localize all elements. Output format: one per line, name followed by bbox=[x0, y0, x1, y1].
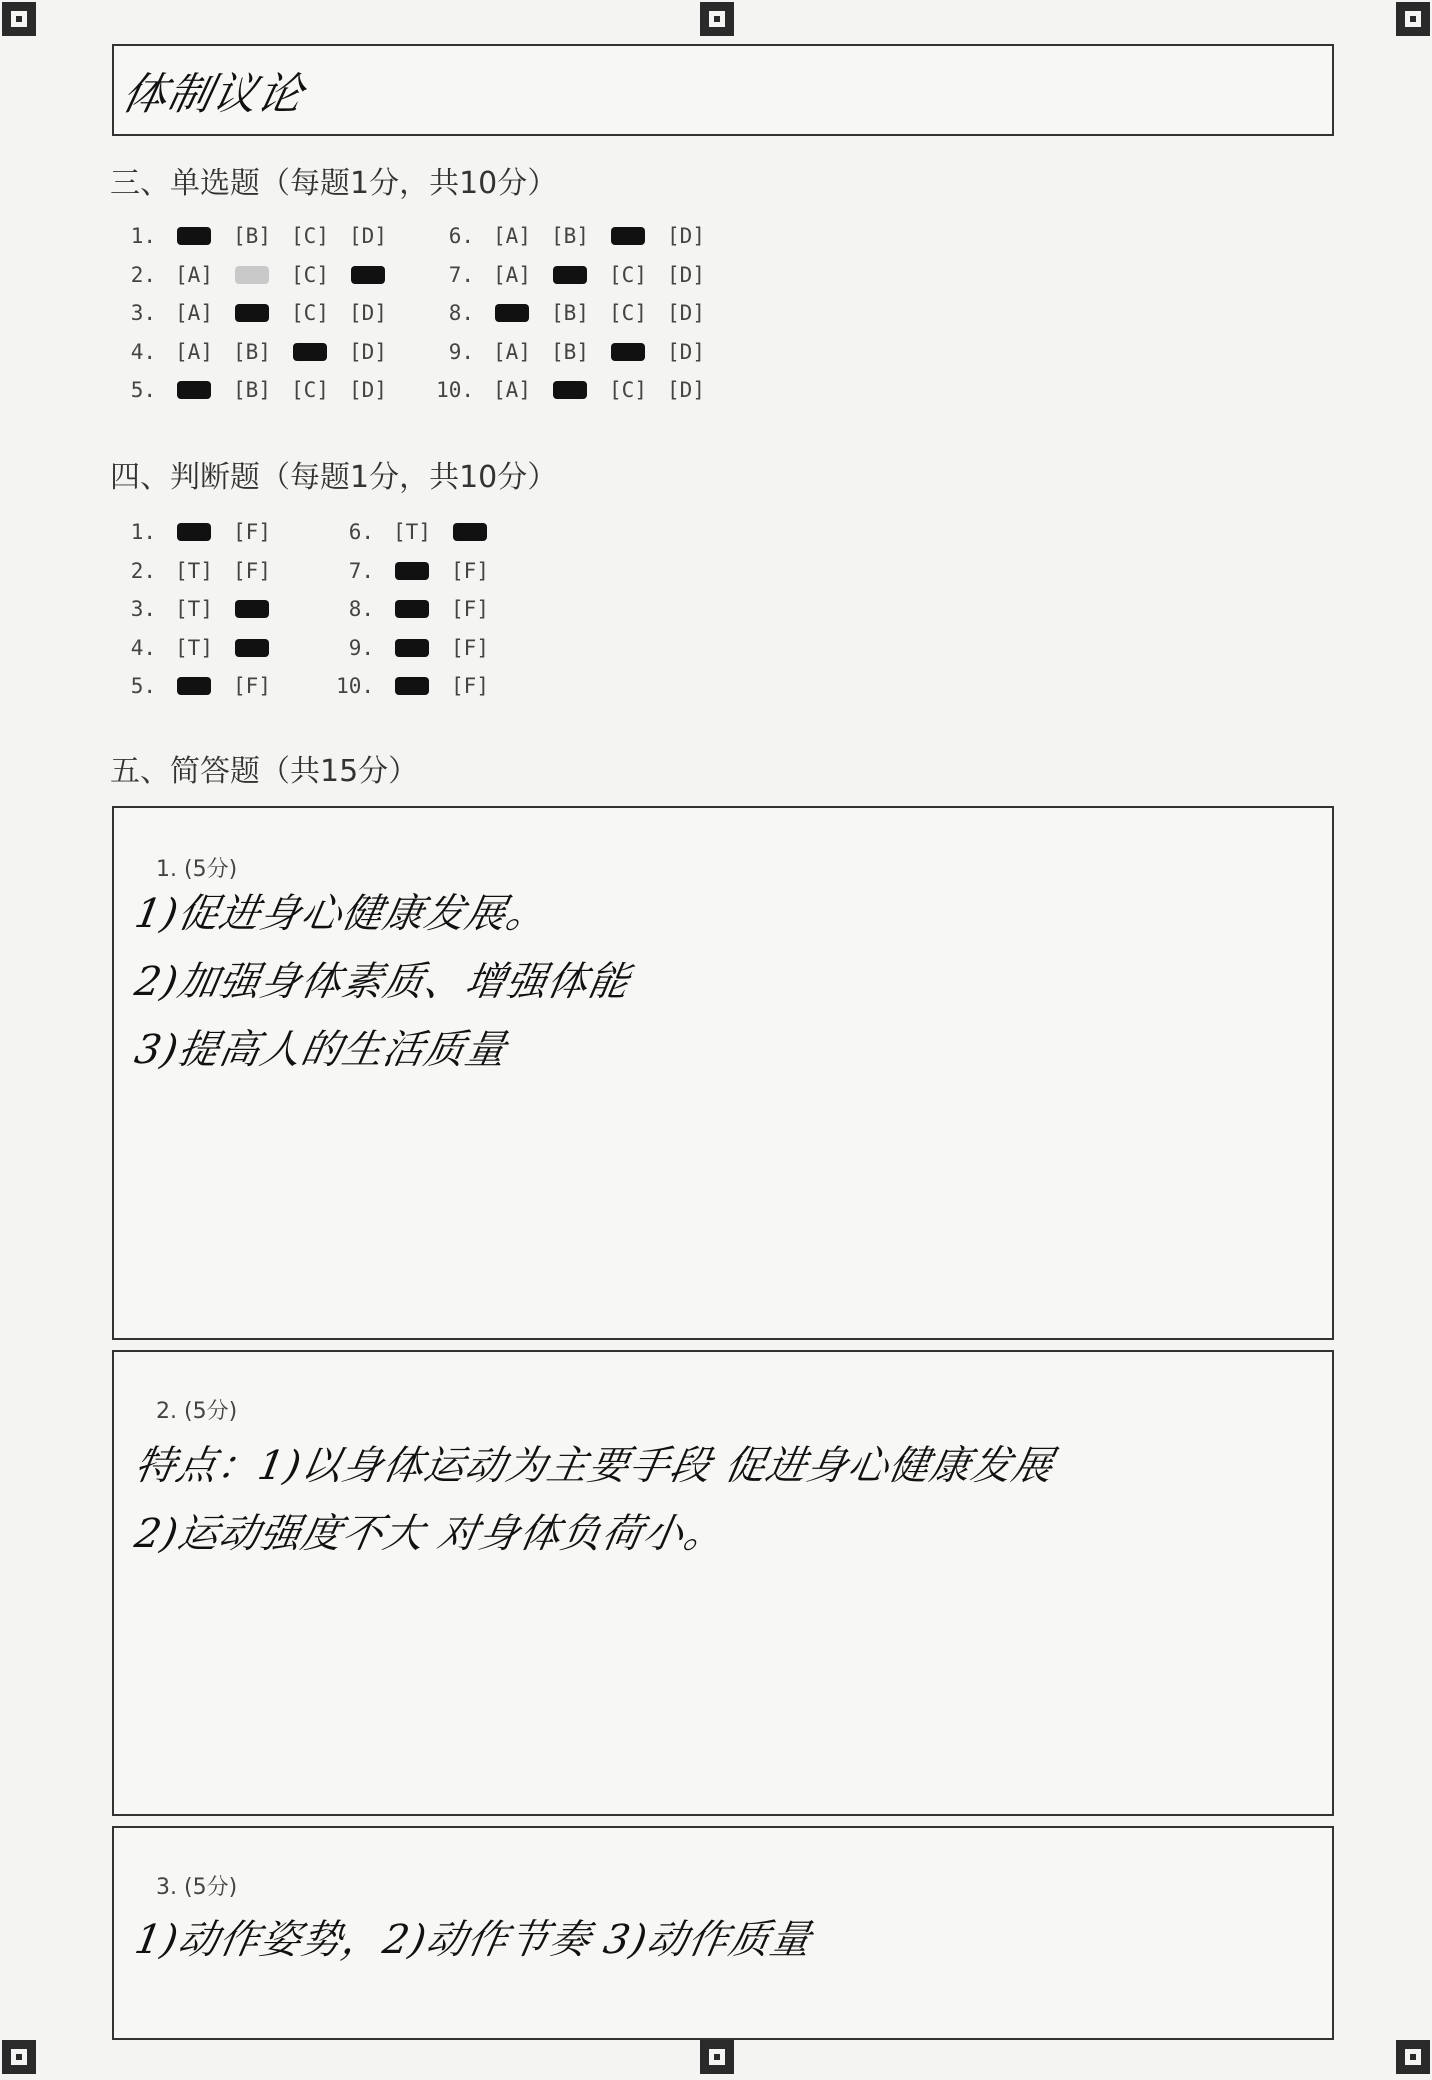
question-number: 4. bbox=[130, 635, 156, 660]
bubble-label: [C] bbox=[291, 378, 329, 402]
bubble-label: [D] bbox=[667, 224, 705, 248]
answer-bubble[interactable] bbox=[286, 224, 334, 248]
answer-bubble[interactable] bbox=[488, 378, 536, 402]
bubble-label: [F] bbox=[233, 520, 271, 544]
answer-bubble[interactable] bbox=[286, 263, 334, 287]
bubble-label: [F] bbox=[233, 674, 271, 698]
answer-row bbox=[112, 520, 271, 548]
bubble-label: [B] bbox=[233, 224, 271, 248]
question-number: 5. bbox=[130, 674, 156, 698]
answer-bubble[interactable] bbox=[488, 224, 536, 248]
question-number: 10. bbox=[436, 378, 474, 402]
bubble-label: [T] bbox=[393, 520, 431, 544]
section5-title: 五、简答题（共15分） bbox=[110, 754, 419, 789]
bubble-label: [T] bbox=[175, 558, 213, 583]
bubble-label: [D] bbox=[667, 262, 705, 287]
answer-1-line-1: 1)促进身心健康发展。 bbox=[131, 891, 552, 937]
question-number: 2. bbox=[130, 262, 156, 287]
answer-bubble[interactable] bbox=[228, 378, 276, 402]
registration-marker-bottom-left bbox=[2, 2040, 36, 2074]
answer-bubble[interactable] bbox=[446, 674, 494, 698]
bubble-label: [A] bbox=[175, 262, 213, 287]
answer-1-label: 1. (5分) bbox=[156, 857, 238, 882]
bubble-label: [D] bbox=[349, 339, 387, 364]
answer-bubble[interactable] bbox=[228, 674, 276, 698]
question-number: 2. bbox=[130, 558, 156, 583]
answer-bubble[interactable] bbox=[388, 559, 436, 583]
answer-row bbox=[112, 378, 387, 406]
answer-row bbox=[430, 224, 705, 252]
bubble-label: [T] bbox=[175, 635, 213, 660]
answer-row bbox=[330, 674, 489, 702]
answer-bubble[interactable] bbox=[546, 340, 594, 364]
bubble-label: [F] bbox=[233, 558, 271, 583]
answer-1-line-3: 3)提高人的生活质量 bbox=[131, 1027, 511, 1073]
bubble-label: [A] bbox=[175, 339, 213, 364]
answer-2-line-1: 特点：1)以身体运动为主要手段 促进身心健康发展 bbox=[131, 1443, 1058, 1489]
answer-bubble[interactable] bbox=[344, 378, 392, 402]
answer-3-line-1: 1)动作姿势，2)动作节奏 3)动作质量 bbox=[131, 1917, 816, 1963]
answer-bubble[interactable] bbox=[170, 224, 218, 248]
answer-row bbox=[112, 635, 213, 664]
answer-bubble[interactable] bbox=[604, 224, 652, 248]
answer-row bbox=[112, 558, 271, 587]
answer-bubble[interactable] bbox=[388, 520, 436, 544]
answer-bubble[interactable] bbox=[170, 559, 218, 583]
bubble-label: [F] bbox=[451, 674, 489, 698]
answer-bubble[interactable] bbox=[344, 340, 392, 364]
answer-bubble[interactable] bbox=[604, 301, 652, 325]
registration-marker-top-left bbox=[2, 2, 36, 36]
answer-bubble[interactable] bbox=[446, 597, 494, 621]
bubble-label: [F] bbox=[451, 558, 489, 583]
question-number: 7. bbox=[448, 262, 474, 287]
answer-bubble[interactable] bbox=[604, 340, 652, 364]
answer-bubble[interactable] bbox=[488, 340, 536, 364]
question-number: 1. bbox=[130, 520, 156, 544]
bubble-label: [D] bbox=[667, 301, 705, 325]
answer-bubble[interactable] bbox=[228, 301, 276, 325]
bubble-label: [A] bbox=[493, 339, 531, 364]
bubble-label: [D] bbox=[667, 339, 705, 364]
answer-bubble[interactable] bbox=[604, 263, 652, 287]
section3-title: 三、单选题（每题1分，共10分） bbox=[110, 166, 558, 201]
answer-row bbox=[430, 339, 705, 368]
answer-row bbox=[112, 301, 387, 329]
question-number: 3. bbox=[130, 597, 156, 621]
bubble-label: [D] bbox=[667, 378, 705, 402]
answer-row bbox=[112, 597, 213, 625]
answer-bubble[interactable] bbox=[344, 301, 392, 325]
answer-bubble[interactable] bbox=[170, 263, 218, 287]
bubble-label: [D] bbox=[349, 224, 387, 248]
answer-bubble[interactable] bbox=[228, 636, 276, 660]
answer-row bbox=[430, 378, 705, 406]
answer-row bbox=[330, 597, 489, 625]
answer-3-label: 3. (5分) bbox=[156, 1875, 238, 1900]
answer-bubble[interactable] bbox=[488, 263, 536, 287]
question-number: 6. bbox=[448, 224, 474, 248]
bubble-label: [B] bbox=[551, 224, 589, 248]
question-number: 1. bbox=[130, 224, 156, 248]
bubble-label: [B] bbox=[551, 339, 589, 364]
answer-bubble[interactable] bbox=[286, 340, 334, 364]
bubble-label: [C] bbox=[291, 262, 329, 287]
answer-bubble[interactable] bbox=[228, 520, 276, 544]
answer-bubble[interactable] bbox=[170, 636, 218, 660]
answer-bubble[interactable] bbox=[604, 378, 652, 402]
answer-row bbox=[112, 339, 387, 368]
bubble-label: [F] bbox=[451, 597, 489, 621]
bubble-label: [F] bbox=[451, 635, 489, 660]
answer-bubble[interactable] bbox=[662, 224, 710, 248]
answer-bubble[interactable] bbox=[170, 597, 218, 621]
answer-2-line-2: 2)运动强度不大 对身体负荷小。 bbox=[131, 1511, 730, 1557]
answer-2-label: 2. (5分) bbox=[156, 1399, 238, 1424]
question-number: 8. bbox=[448, 301, 474, 325]
answer-bubble[interactable] bbox=[228, 224, 276, 248]
answer-row bbox=[430, 262, 705, 291]
answer-bubble[interactable] bbox=[546, 301, 594, 325]
answer-bubble[interactable] bbox=[344, 224, 392, 248]
bubble-label: [A] bbox=[493, 224, 531, 248]
answer-row bbox=[112, 224, 387, 252]
answer-row bbox=[330, 558, 489, 587]
question-number: 6. bbox=[348, 520, 374, 544]
answer-bubble[interactable] bbox=[488, 301, 536, 325]
registration-marker-bottom-right bbox=[1396, 2040, 1430, 2074]
answer-bubble[interactable] bbox=[446, 520, 494, 544]
bubble-label: [C] bbox=[609, 262, 647, 287]
answer-row bbox=[330, 635, 489, 664]
answer-bubble[interactable] bbox=[546, 378, 594, 402]
answer-bubble[interactable] bbox=[170, 301, 218, 325]
bubble-label: [D] bbox=[349, 301, 387, 325]
question-number: 8. bbox=[348, 597, 374, 621]
section4-title: 四、判断题（每题1分，共10分） bbox=[110, 460, 558, 495]
answer-bubble[interactable] bbox=[344, 263, 392, 287]
registration-marker-bottom-center bbox=[700, 2040, 734, 2074]
answer-row bbox=[330, 520, 431, 548]
short-answer-box-2 bbox=[112, 1350, 1334, 1816]
answer-bubble[interactable] bbox=[546, 224, 594, 248]
question-number: 4. bbox=[130, 339, 156, 364]
answer-bubble[interactable] bbox=[662, 301, 710, 325]
question-number: 5. bbox=[130, 378, 156, 402]
header-handwriting: 体制议论 bbox=[117, 69, 309, 120]
question-number: 9. bbox=[448, 339, 474, 364]
bubble-label: [C] bbox=[609, 301, 647, 325]
bubble-label: [T] bbox=[175, 597, 213, 621]
short-answer-box-1 bbox=[112, 806, 1334, 1340]
answer-bubble[interactable] bbox=[170, 340, 218, 364]
answer-bubble[interactable] bbox=[662, 378, 710, 402]
registration-marker-top-right bbox=[1396, 2, 1430, 36]
answer-bubble[interactable] bbox=[228, 340, 276, 364]
answer-bubble[interactable] bbox=[286, 378, 334, 402]
question-number: 7. bbox=[348, 558, 374, 583]
bubble-label: [C] bbox=[291, 224, 329, 248]
short-answer-box-3 bbox=[112, 1826, 1334, 2040]
answer-bubble[interactable] bbox=[446, 636, 494, 660]
bubble-label: [B] bbox=[233, 378, 271, 402]
answer-bubble[interactable] bbox=[228, 559, 276, 583]
answer-row bbox=[430, 301, 705, 329]
answer-bubble[interactable] bbox=[228, 263, 276, 287]
answer-bubble[interactable] bbox=[170, 520, 218, 544]
question-number: 10. bbox=[336, 674, 374, 698]
answer-1-line-2: 2)加强身体素质、增强体能 bbox=[131, 959, 634, 1005]
bubble-label: [C] bbox=[609, 378, 647, 402]
bubble-label: [B] bbox=[551, 301, 589, 325]
answer-bubble[interactable] bbox=[388, 636, 436, 660]
answer-bubble[interactable] bbox=[286, 301, 334, 325]
bubble-label: [C] bbox=[291, 301, 329, 325]
bubble-label: [A] bbox=[493, 378, 531, 402]
bubble-label: [B] bbox=[233, 339, 271, 364]
bubble-label: [A] bbox=[175, 301, 213, 325]
answer-bubble[interactable] bbox=[388, 597, 436, 621]
answer-bubble[interactable] bbox=[662, 263, 710, 287]
header-answer-box bbox=[112, 44, 1334, 136]
answer-bubble[interactable] bbox=[170, 674, 218, 698]
answer-bubble[interactable] bbox=[446, 559, 494, 583]
question-number: 9. bbox=[348, 635, 374, 660]
answer-bubble[interactable] bbox=[388, 674, 436, 698]
question-number: 3. bbox=[130, 301, 156, 325]
bubble-label: [A] bbox=[493, 262, 531, 287]
answer-bubble[interactable] bbox=[546, 263, 594, 287]
answer-row bbox=[112, 262, 329, 291]
bubble-label: [D] bbox=[349, 378, 387, 402]
answer-bubble[interactable] bbox=[228, 597, 276, 621]
registration-marker-top-center bbox=[700, 2, 734, 36]
answer-bubble[interactable] bbox=[170, 378, 218, 402]
answer-bubble[interactable] bbox=[662, 340, 710, 364]
answer-row bbox=[112, 674, 271, 702]
